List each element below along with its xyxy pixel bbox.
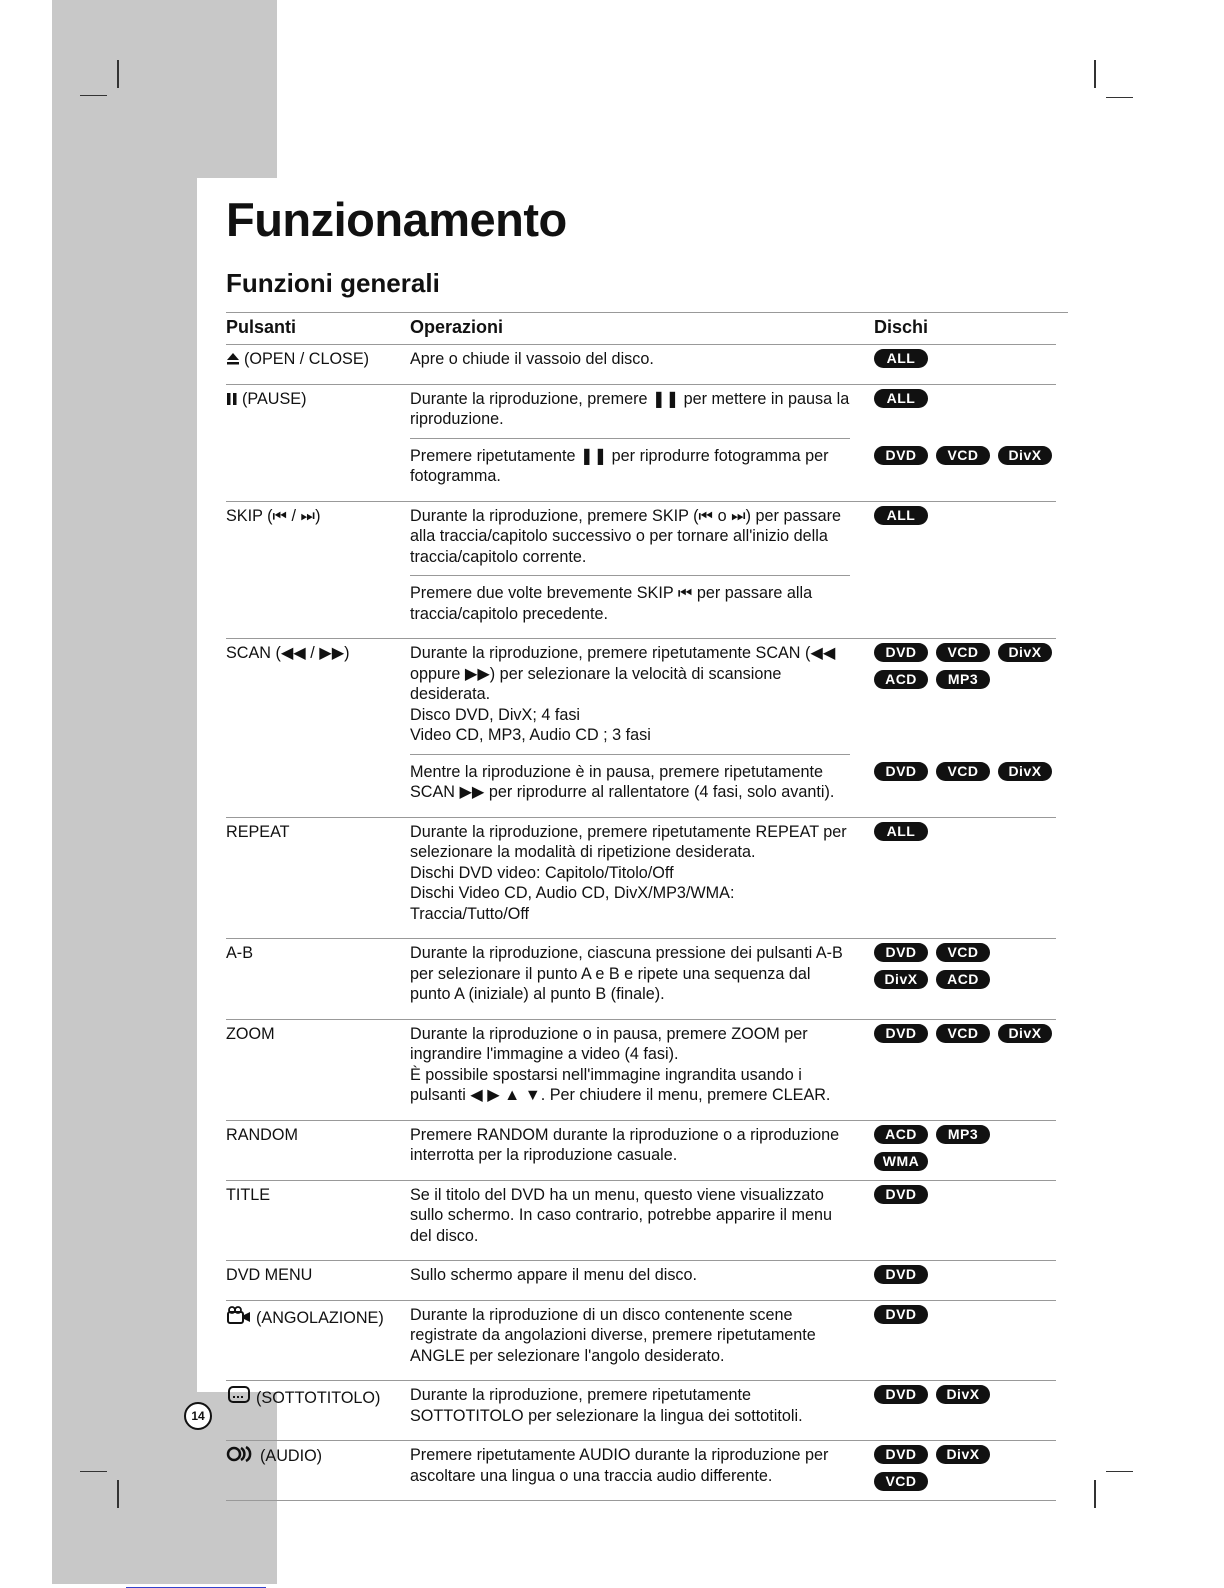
disc-badge: ALL bbox=[874, 822, 928, 841]
discs-cell bbox=[874, 1445, 1064, 1499]
header-discs: Dischi bbox=[874, 317, 929, 337]
disc-badge-line bbox=[874, 1152, 1064, 1171]
operation-note: Video CD, MP3, Audio CD ; 3 fasi bbox=[410, 726, 651, 744]
operation-text: Durante la riproduzione o in pausa, premere ZOOM per ingrandire l'immagine a video (4 fasi). bbox=[410, 1024, 808, 1063]
disc-badge: DVD bbox=[874, 943, 928, 962]
disc-badge: DVD bbox=[874, 1185, 928, 1204]
button-cell bbox=[226, 1024, 406, 1045]
disc-badge: VCD bbox=[874, 1472, 928, 1491]
page-title: Funzionamento bbox=[226, 193, 567, 246]
operation-cell bbox=[410, 1181, 917, 1261]
disc-badge: DVD bbox=[874, 1024, 928, 1043]
button-cell bbox=[226, 1185, 406, 1206]
crop-mark bbox=[1094, 60, 1096, 88]
discs-cell bbox=[874, 762, 1064, 789]
disc-badge: DivX bbox=[998, 446, 1052, 465]
section-title: Funzioni generali bbox=[226, 268, 440, 298]
crop-mark bbox=[1106, 97, 1133, 98]
disc-badge: WMA bbox=[874, 1152, 928, 1171]
operation-cell bbox=[410, 1441, 980, 1500]
disc-badge: ACD bbox=[936, 970, 990, 989]
disc-badge: ACD bbox=[874, 1125, 928, 1144]
discs-cell bbox=[874, 1305, 1064, 1332]
button-cell bbox=[226, 643, 406, 664]
operation-cell bbox=[410, 345, 916, 384]
disc-badge-line bbox=[874, 1445, 1064, 1464]
operation-text: Durante la riproduzione di un disco contenente scene registrate da angolazioni diverse, premere ripetutamente ANGLE per selezionare l'angolo desiderato. bbox=[410, 1305, 816, 1365]
operation-text: Premere due volte brevemente SKIP ⏮ per passare alla traccia/capitolo precedente. bbox=[410, 584, 813, 623]
disc-badge-line bbox=[874, 446, 1064, 465]
header-rule bbox=[226, 312, 1068, 313]
operation-text: Sullo schermo appare il menu del disco. bbox=[410, 1266, 698, 1284]
discs-cell bbox=[874, 1385, 1064, 1412]
table-row bbox=[226, 939, 1056, 1020]
disc-badge-line bbox=[874, 1024, 1064, 1043]
angle-camera-icon bbox=[226, 1305, 252, 1331]
operation-text: Premere ripetutamente AUDIO durante la riproduzione per ascoltare una lingua o una traccia audio differente. bbox=[410, 1446, 829, 1485]
button-cell bbox=[226, 506, 406, 527]
button-label: TITLE bbox=[226, 1185, 271, 1204]
margin-band-top bbox=[52, 0, 277, 178]
table-header bbox=[226, 314, 1056, 345]
disc-badge: ALL bbox=[874, 506, 928, 525]
discs-cell bbox=[874, 1125, 1064, 1179]
disc-badge: DVD bbox=[874, 762, 928, 781]
disc-badge: DivX bbox=[998, 643, 1052, 662]
operation-cell bbox=[410, 1381, 980, 1440]
disc-badge: DivX bbox=[998, 1024, 1052, 1043]
disc-badge: DivX bbox=[936, 1385, 990, 1404]
discs-cell bbox=[874, 389, 1064, 416]
discs-cell bbox=[874, 943, 1064, 997]
disc-badge: DivX bbox=[874, 970, 928, 989]
disc-badge-line bbox=[874, 643, 1064, 662]
discs-cell bbox=[874, 506, 1064, 533]
operation-block bbox=[410, 506, 916, 576]
operation-block bbox=[410, 1305, 917, 1375]
button-label: (ANGOLAZIONE) bbox=[256, 1308, 384, 1327]
button-label: (PAUSE) bbox=[242, 389, 307, 408]
operation-block bbox=[410, 643, 1042, 754]
button-label: SCAN (◀◀ / ▶▶) bbox=[226, 644, 350, 662]
table-row bbox=[226, 639, 1056, 818]
disc-badge: VCD bbox=[936, 643, 990, 662]
operation-block bbox=[410, 1445, 980, 1494]
disc-badge: DivX bbox=[998, 762, 1052, 781]
operation-cell bbox=[410, 385, 1042, 501]
operation-block bbox=[410, 1185, 917, 1255]
disc-badge-line bbox=[874, 670, 1064, 689]
disc-badge: DVD bbox=[874, 446, 928, 465]
operation-note: Disco DVD, DivX; 4 fasi bbox=[410, 705, 581, 724]
disc-badge: VCD bbox=[936, 1024, 990, 1043]
discs-cell bbox=[874, 446, 1064, 473]
operation-block bbox=[410, 575, 850, 632]
crop-mark bbox=[80, 1471, 107, 1472]
operation-text: Durante la riproduzione, premere ❚❚ per mettere in pausa la riproduzione. bbox=[410, 389, 850, 428]
button-cell bbox=[226, 1305, 406, 1331]
operation-cell bbox=[410, 818, 916, 939]
button-cell bbox=[226, 943, 406, 964]
table-row bbox=[226, 1181, 1056, 1262]
disc-badge-line bbox=[874, 1265, 1064, 1284]
table-row bbox=[226, 1261, 1056, 1301]
button-label: RANDOM bbox=[226, 1125, 298, 1144]
header-buttons: Pulsanti bbox=[226, 317, 297, 337]
table-row bbox=[226, 385, 1056, 502]
button-cell bbox=[226, 822, 406, 843]
button-label: (OPEN / CLOSE) bbox=[244, 350, 370, 368]
operation-cell bbox=[410, 639, 1042, 817]
disc-badge: DivX bbox=[936, 1445, 990, 1464]
operation-text: Durante la riproduzione, premere ripetutamente SCAN (◀◀ oppure ▶▶) per selezionare la velocità di scansione desiderata. bbox=[410, 644, 836, 703]
button-label: SKIP (⏮ / ⏭) bbox=[226, 506, 321, 525]
disc-badge: VCD bbox=[936, 762, 990, 781]
button-cell bbox=[226, 349, 406, 372]
disc-badge: ALL bbox=[874, 349, 928, 368]
button-label: (AUDIO) bbox=[260, 1447, 323, 1465]
operation-text: Premere RANDOM durante la riproduzione o a riproduzione interrotta per la riproduzione casuale. bbox=[410, 1125, 840, 1164]
operation-text: Durante la riproduzione, premere SKIP (⏮ o ⏭) per passare alla traccia/capitolo successivo o per tornare all'inizio della traccia/capitolo corrente. bbox=[410, 506, 842, 566]
functions-table bbox=[226, 314, 1056, 1501]
button-label: REPEAT bbox=[226, 822, 290, 841]
margin-band-left bbox=[52, 178, 197, 1392]
disc-badge: DVD bbox=[874, 643, 928, 662]
button-label: (SOTTOTITOLO) bbox=[256, 1389, 381, 1407]
disc-badge-line bbox=[874, 1305, 1064, 1324]
operation-cell bbox=[410, 502, 916, 639]
crop-mark bbox=[117, 1480, 119, 1508]
operation-block bbox=[410, 822, 916, 933]
disc-badge: MP3 bbox=[936, 670, 990, 689]
disc-badge-line bbox=[874, 1472, 1064, 1491]
operation-block bbox=[410, 754, 1042, 811]
operation-cell bbox=[410, 1301, 917, 1381]
disc-badge: VCD bbox=[936, 943, 990, 962]
operation-note: È possibile spostarsi nell'immagine ingrandita usando i pulsanti ◀ ▶ ▲ ▼. Per chiudere il menu, premere CLEAR. bbox=[410, 1065, 831, 1104]
pause-icon bbox=[226, 391, 238, 412]
operation-text: Durante la riproduzione, ciascuna pressione dei pulsanti A-B per selezionare il punto A e B e ripete una sequenza dal punto A (iniziale) al punto B (finale). bbox=[410, 944, 843, 1003]
operation-block bbox=[410, 438, 1042, 495]
button-cell bbox=[226, 1125, 406, 1146]
button-cell bbox=[226, 1265, 406, 1286]
operation-block bbox=[410, 1265, 917, 1294]
table-row bbox=[226, 1121, 1056, 1181]
operation-block bbox=[410, 1125, 979, 1174]
crop-mark bbox=[117, 60, 119, 88]
disc-badge-line bbox=[874, 349, 1064, 368]
disc-badge-line bbox=[874, 970, 1064, 989]
crop-mark bbox=[1106, 1471, 1133, 1472]
disc-badge-line bbox=[874, 506, 1064, 525]
operation-text: Se il titolo del DVD ha un menu, questo viene visualizzato sullo schermo. In caso contrario, potrebbe apparire il menu del disco. bbox=[410, 1185, 832, 1245]
disc-badge: ALL bbox=[874, 389, 928, 408]
discs-cell bbox=[874, 1265, 1064, 1292]
operation-cell bbox=[410, 1121, 979, 1180]
table-row bbox=[226, 1301, 1056, 1382]
operation-block bbox=[410, 349, 916, 378]
operation-note: Dischi DVD video: Capitolo/Titolo/Off bbox=[410, 863, 674, 882]
operation-block bbox=[410, 389, 916, 438]
operation-block bbox=[410, 943, 979, 1013]
disc-badge: DVD bbox=[874, 1305, 928, 1324]
operation-text: Durante la riproduzione, premere ripetutamente REPEAT per selezionare la modalità di ripetizione desiderata. bbox=[410, 822, 847, 861]
subtitle-icon bbox=[226, 1385, 252, 1411]
operation-block bbox=[410, 1385, 980, 1434]
disc-badge: VCD bbox=[936, 446, 990, 465]
discs-cell bbox=[874, 1185, 1064, 1212]
audio-icon bbox=[226, 1445, 256, 1469]
operation-block bbox=[410, 1024, 1042, 1114]
operation-cell bbox=[410, 1261, 917, 1300]
button-cell bbox=[226, 389, 406, 412]
operation-text: Apre o chiude il vassoio del disco. bbox=[410, 350, 654, 368]
discs-cell bbox=[874, 643, 1064, 697]
disc-badge: ACD bbox=[874, 670, 928, 689]
header-operations: Operazioni bbox=[410, 317, 504, 337]
disc-badge-line bbox=[874, 1385, 1064, 1404]
disc-badge-line bbox=[874, 1125, 1064, 1144]
crop-mark bbox=[80, 95, 107, 96]
button-cell bbox=[226, 1385, 406, 1411]
crop-mark bbox=[1094, 1480, 1096, 1508]
table-row bbox=[226, 1381, 1056, 1441]
disc-badge-line bbox=[874, 1185, 1064, 1204]
disc-badge-line bbox=[874, 762, 1064, 781]
operation-cell bbox=[410, 939, 979, 1019]
table-row bbox=[226, 818, 1056, 940]
table-row bbox=[226, 1020, 1056, 1121]
operation-cell bbox=[410, 1020, 1042, 1120]
page-number: 14 bbox=[184, 1402, 212, 1430]
operation-note: Dischi Video CD, Audio CD, DivX/MP3/WMA: Traccia/Tutto/Off bbox=[410, 884, 735, 923]
disc-badge-line bbox=[874, 822, 1064, 841]
disc-badge: DVD bbox=[874, 1385, 928, 1404]
button-label: DVD MENU bbox=[226, 1266, 313, 1284]
table-row bbox=[226, 502, 1056, 640]
table-row bbox=[226, 345, 1056, 385]
button-cell bbox=[226, 1445, 406, 1469]
button-label: A-B bbox=[226, 944, 253, 962]
disc-badge: MP3 bbox=[936, 1125, 990, 1144]
button-label: ZOOM bbox=[226, 1024, 275, 1043]
disc-badge: DVD bbox=[874, 1265, 928, 1284]
disc-badge: DVD bbox=[874, 1445, 928, 1464]
disc-badge-line bbox=[874, 943, 1064, 962]
table-body bbox=[226, 345, 1056, 1501]
discs-cell bbox=[874, 822, 1064, 849]
operation-text: Mentre la riproduzione è in pausa, premere ripetutamente SCAN ▶▶ per riprodurre al rallentatore (4 fasi, solo avanti). bbox=[410, 762, 835, 801]
table-row bbox=[226, 1441, 1056, 1501]
discs-cell bbox=[874, 1024, 1064, 1051]
operation-text: Premere ripetutamente ❚❚ per riprodurre fotogramma per fotogramma. bbox=[410, 446, 829, 485]
discs-cell bbox=[874, 349, 1064, 376]
disc-badge-line bbox=[874, 389, 1064, 408]
eject-icon bbox=[226, 351, 240, 372]
operation-text: Durante la riproduzione, premere ripetutamente SOTTOTITOLO per selezionare la lingua dei sottotitoli. bbox=[410, 1386, 803, 1425]
